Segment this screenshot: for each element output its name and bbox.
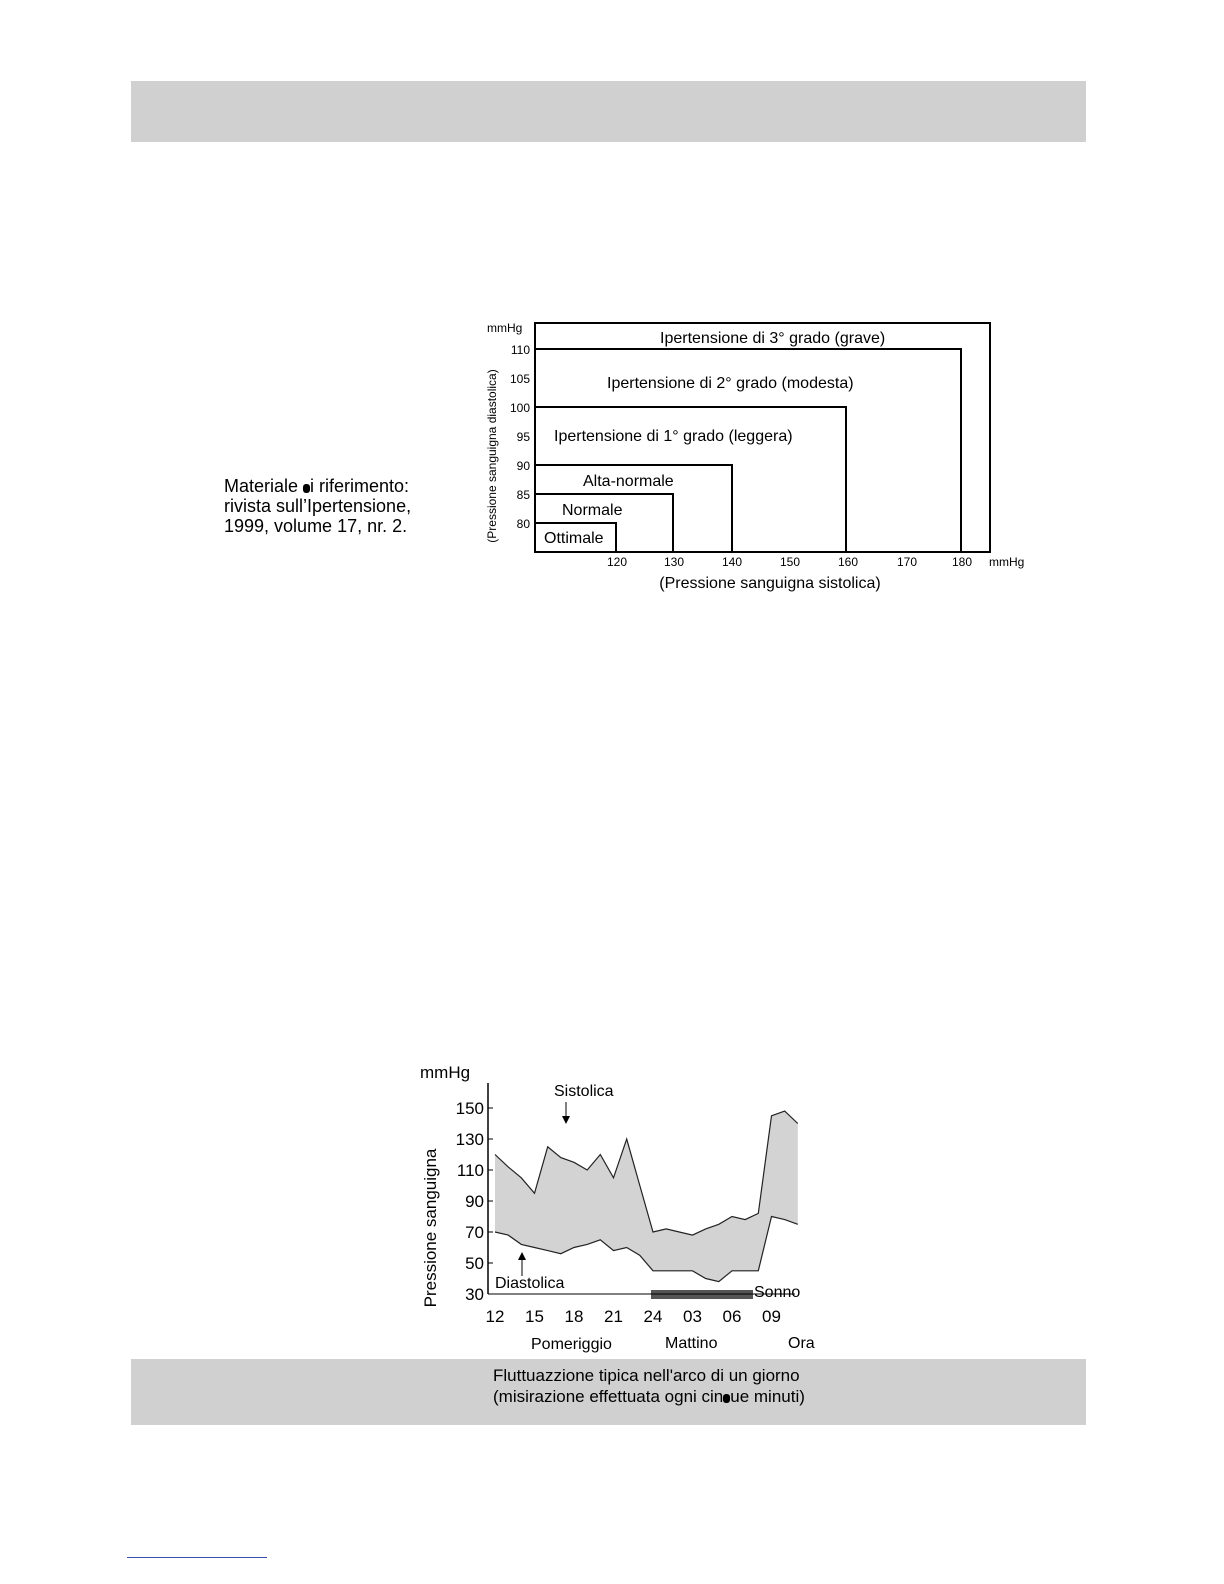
y-tick: 100 [509, 401, 530, 415]
x-tick: 09 [762, 1307, 781, 1326]
y-tick: 70 [465, 1223, 484, 1242]
x-tick: 24 [643, 1307, 663, 1326]
y-tick: 150 [455, 1099, 484, 1118]
reference-line-1: Materiale i riferimento: [224, 476, 410, 496]
x-tick: 03 [683, 1307, 702, 1326]
reference-note [224, 476, 411, 536]
y-tick: 130 [455, 1130, 484, 1149]
y-tick: 110 [510, 343, 530, 357]
y-tick: 110 [456, 1161, 484, 1180]
y-tick: 80 [516, 517, 530, 531]
x-tick: 170 [896, 555, 918, 569]
y-tick: 105 [509, 372, 530, 386]
y-tick: 85 [516, 488, 530, 502]
x-axis-label: (Pressione sanguigna sistolica) [659, 575, 881, 592]
period-time: Ora [788, 1335, 815, 1352]
label-high-normal: Alta-normale [583, 473, 674, 490]
x-tick: 21 [604, 1307, 623, 1326]
y-unit-label: mmHg [487, 321, 523, 335]
x-tick: 120 [606, 555, 628, 569]
period-morning: Mattino [665, 1335, 718, 1352]
period-afternoon: Pomeriggio [531, 1336, 612, 1353]
label-normal: Normale [562, 502, 623, 519]
y-tick: 95 [516, 430, 530, 444]
y-axis-label: (Pressione sanguigna diastolica) [485, 369, 499, 543]
y-tick: 50 [465, 1254, 484, 1273]
y-tick: 90 [516, 459, 530, 473]
label-grade2: Ipertensione di 2° grado (modesta) [607, 375, 854, 392]
x-unit-label: mmHg [989, 555, 1025, 569]
x-tick: 150 [779, 555, 801, 569]
daily-fluctuation-chart [415, 1058, 825, 1356]
chart-caption [493, 1365, 805, 1407]
systolic-arrowhead [562, 1116, 570, 1124]
x-tick: 180 [951, 555, 973, 569]
x-tick: 130 [663, 555, 685, 569]
pressure-band [495, 1111, 798, 1282]
y-unit-label: mmHg [420, 1063, 471, 1082]
y-tick: 90 [465, 1192, 484, 1211]
x-tick: 160 [837, 555, 859, 569]
label-optimal: Ottimale [544, 530, 604, 547]
header-band [131, 81, 1086, 142]
diastolic-arrowhead [518, 1252, 526, 1260]
diastolic-label: Diastolica [495, 1275, 565, 1292]
label-grade3: Ipertensione di 3° grado (grave) [660, 330, 886, 347]
x-tick: 18 [564, 1307, 584, 1326]
footnote-rule [127, 1557, 267, 1558]
x-tick: 12 [485, 1307, 505, 1326]
ink-blot [303, 484, 310, 493]
sleep-label: Sonno [754, 1284, 801, 1301]
systolic-label: Sistolica [554, 1083, 614, 1100]
x-tick: 06 [722, 1307, 742, 1326]
y-tick: 30 [465, 1285, 484, 1304]
x-tick: 15 [525, 1307, 544, 1326]
x-tick: 140 [721, 555, 743, 569]
label-grade1: Ipertensione di 1° grado (leggera) [554, 428, 793, 445]
caption-line-2: (misirazione effettuata ogni cin ue minuti) [493, 1387, 805, 1406]
reference-line-3: 1999, volume 17, nr. 2. [224, 516, 408, 536]
y-axis-label: Pressione sanguigna [421, 1148, 440, 1308]
classification-chart [480, 316, 1040, 598]
reference-line-2: rivista sull’Ipertensione, [224, 496, 412, 516]
caption-line-1: Fluttuazzione tipica nell'arco di un giorno [493, 1366, 800, 1385]
